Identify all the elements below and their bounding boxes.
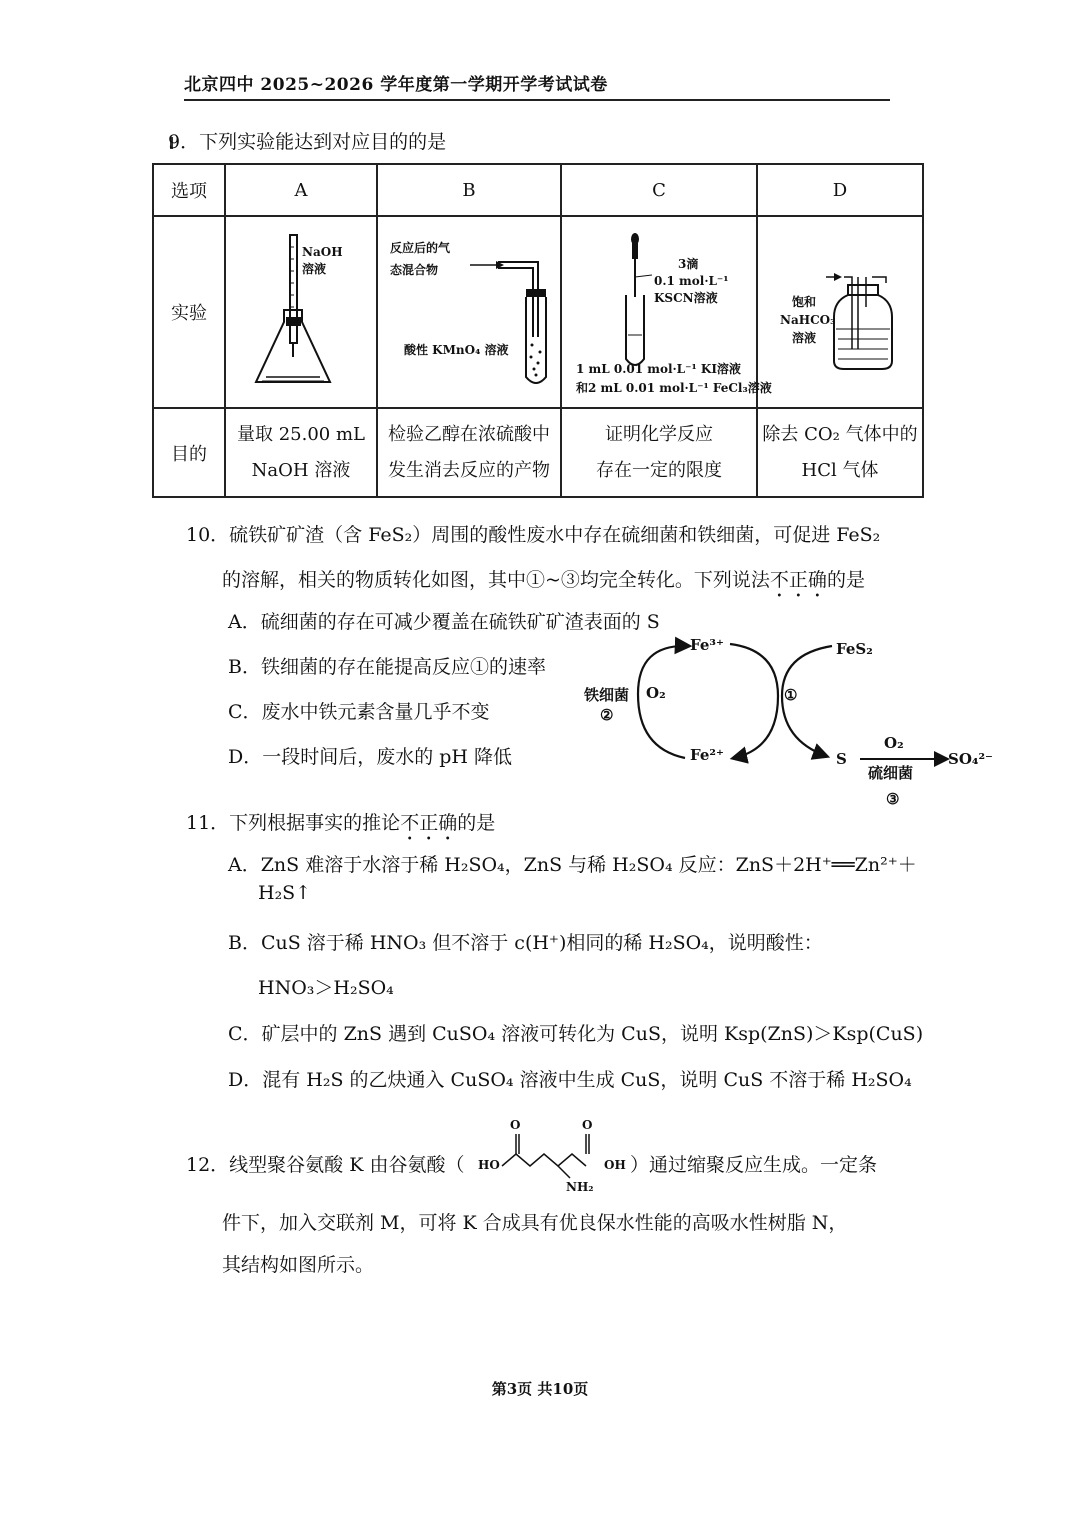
q11-stem: [186, 808, 495, 845]
exp-c-label-2: 0.1 mol·L⁻¹: [654, 274, 729, 288]
sulfur-bacteria-label: 硫细菌: [868, 764, 914, 782]
goal-d: [757, 408, 923, 497]
num-3-label: ③: [886, 790, 900, 808]
q12-line-2: 件下，加入交联剂 M，可将 K 合成具有优良保水性能的高吸水性树脂 N，: [222, 1212, 848, 1234]
q11-option-a-2: H₂S↑: [258, 882, 312, 904]
goal-a: [225, 408, 377, 497]
goal-b: [377, 408, 561, 497]
goal-c-line-2: 存在一定的限度: [596, 459, 722, 481]
q10-emphasis: 不正确: [769, 569, 827, 591]
exp-a: [225, 216, 377, 408]
fe2-label: Fe²⁺: [690, 746, 724, 764]
q10-option-a: A．硫细菌的存在可减少覆盖在硫铁矿矿渣表面的 S: [228, 611, 660, 633]
q11-option-a-1: A．ZnS 难溶于水溶于稀 H₂SO₄，ZnS 与稀 H₂SO₄ 反应：ZnS＋2H⁺══Zn²⁺＋: [228, 854, 917, 876]
q9-table: [152, 163, 924, 498]
exp-b: [377, 216, 561, 408]
q11-option-c: C．矿层中的 ZnS 遇到 CuSO₄ 溶液可转化为 CuS，说明 Ksp(ZnS)＞Ksp(CuS): [228, 1023, 924, 1045]
goal-b-line-1: 检验乙醇在浓硫酸中: [388, 423, 550, 445]
exp-d-label-1: 饱和: [792, 295, 817, 309]
q10-line-2c: 的是: [826, 569, 865, 591]
o2-right-label: O₂: [884, 734, 904, 752]
q10-cycle-diagram: [570, 620, 990, 810]
goal-a-line-1: 量取 25.00 mL: [237, 423, 365, 445]
q10-option-b: B．铁细菌的存在能提高反应①的速率: [228, 656, 546, 678]
exp-b-label-1: 反应后的气: [390, 241, 451, 255]
q11-emphasis: 不正确: [400, 812, 458, 834]
exp-d-label-2: NaHCO₃: [780, 313, 836, 327]
q12-ho: HO: [478, 1158, 500, 1172]
q12-line-1b: ）通过缩聚反应生成。一定条: [630, 1154, 878, 1176]
s-label: S: [836, 750, 847, 768]
exp-d-label-3: 溶液: [792, 331, 817, 345]
goal-a-line-2: NaOH 溶液: [251, 459, 351, 481]
num-2-label: ②: [600, 706, 614, 724]
q11-option-d: D．混有 H₂S 的乙炔通入 CuSO₄ 溶液中生成 CuS，说明 CuS 不溶于稀 H₂SO₄: [228, 1069, 912, 1091]
so4-label: SO₄²⁻: [948, 750, 993, 768]
exp-c-label-5: 和2 mL 0.01 mol·L⁻¹ FeCl₃溶液: [576, 381, 772, 395]
col-b: B: [377, 164, 561, 216]
row-header-option: 选项: [153, 164, 225, 216]
gas-washing-bottle-illustration: [758, 217, 924, 407]
q12-o2: O: [582, 1118, 593, 1132]
row-header-goal: 目的: [153, 408, 225, 497]
q12-line-3: 其结构如图所示。: [222, 1254, 375, 1276]
q12-o1: O: [510, 1118, 521, 1132]
exp-a-label-1: NaOH: [302, 245, 343, 259]
q10-line-2: [222, 565, 865, 602]
row-header-experiment: 实验: [153, 216, 225, 408]
exp-b-label-2: 态混合物: [390, 263, 439, 277]
exp-c: [561, 216, 772, 408]
exp-d: [757, 216, 923, 408]
q10-option-d: D．一段时间后，废水的 pH 降低: [228, 746, 513, 768]
fes2-label: FeS₂: [836, 640, 873, 658]
q11-option-b-1: B．CuS 溶于稀 HNO₃ 但不溶于 c(H⁺)相同的稀 H₂SO₄，说明酸性：: [228, 932, 823, 954]
goal-d-line-1: 除去 CO₂ 气体中的: [762, 423, 918, 445]
q11-option-b-2: HNO₃＞H₂SO₄: [258, 977, 394, 999]
exp-b-label-3: 酸性 KMnO₄ 溶液: [404, 343, 509, 357]
goal-b-line-2: 发生消去反应的产物: [388, 459, 550, 481]
iron-bacteria-label: 铁细菌: [584, 686, 630, 704]
q12-oh: OH: [604, 1158, 626, 1172]
col-c: C: [561, 164, 757, 216]
o2-left-label: O₂: [646, 684, 666, 702]
q10-option-c: C．废水中铁元素含量几乎不变: [228, 701, 490, 723]
q9-stem: 9．下列实验能达到对应目的的是: [168, 131, 447, 153]
goal-c: [561, 408, 757, 497]
fe3-label: Fe³⁺: [690, 636, 724, 654]
col-a: A: [225, 164, 377, 216]
page-footer: 第3页 共10页: [491, 1380, 589, 1398]
col-d: D: [757, 164, 923, 216]
q10-line-2a: 的溶解，相关的物质转化如图，其中①~③均完全转化。下列说法: [222, 569, 770, 591]
exp-c-label-4: 1 mL 0.01 mol·L⁻¹ KI溶液: [576, 362, 741, 376]
num-1-label: ①: [784, 686, 798, 704]
exp-c-label-1: 3滴: [678, 257, 699, 271]
q12-line-1a: 12．线型聚谷氨酸 K 由谷氨酸（: [186, 1154, 465, 1176]
goal-c-line-1: 证明化学反应: [605, 423, 713, 445]
exam-header: 北京四中 2025~2026 学年度第一学期开学考试试卷: [184, 70, 890, 101]
q10-line-1: 10．硫铁矿矿渣（含 FeS₂）周围的酸性废水中存在硫细菌和铁细菌，可促进 FeS₂: [186, 524, 881, 546]
dropper-tube-illustration: [562, 217, 758, 407]
q12-nh2: NH₂: [566, 1180, 594, 1194]
exp-c-label-3: KSCN溶液: [654, 291, 718, 305]
exp-a-label-2: 溶液: [302, 262, 327, 276]
q11-stem-c: 的是: [457, 812, 496, 834]
q11-stem-a: 11．下列根据事实的推论: [186, 812, 401, 834]
goal-d-line-2: HCl 气体: [801, 459, 879, 481]
